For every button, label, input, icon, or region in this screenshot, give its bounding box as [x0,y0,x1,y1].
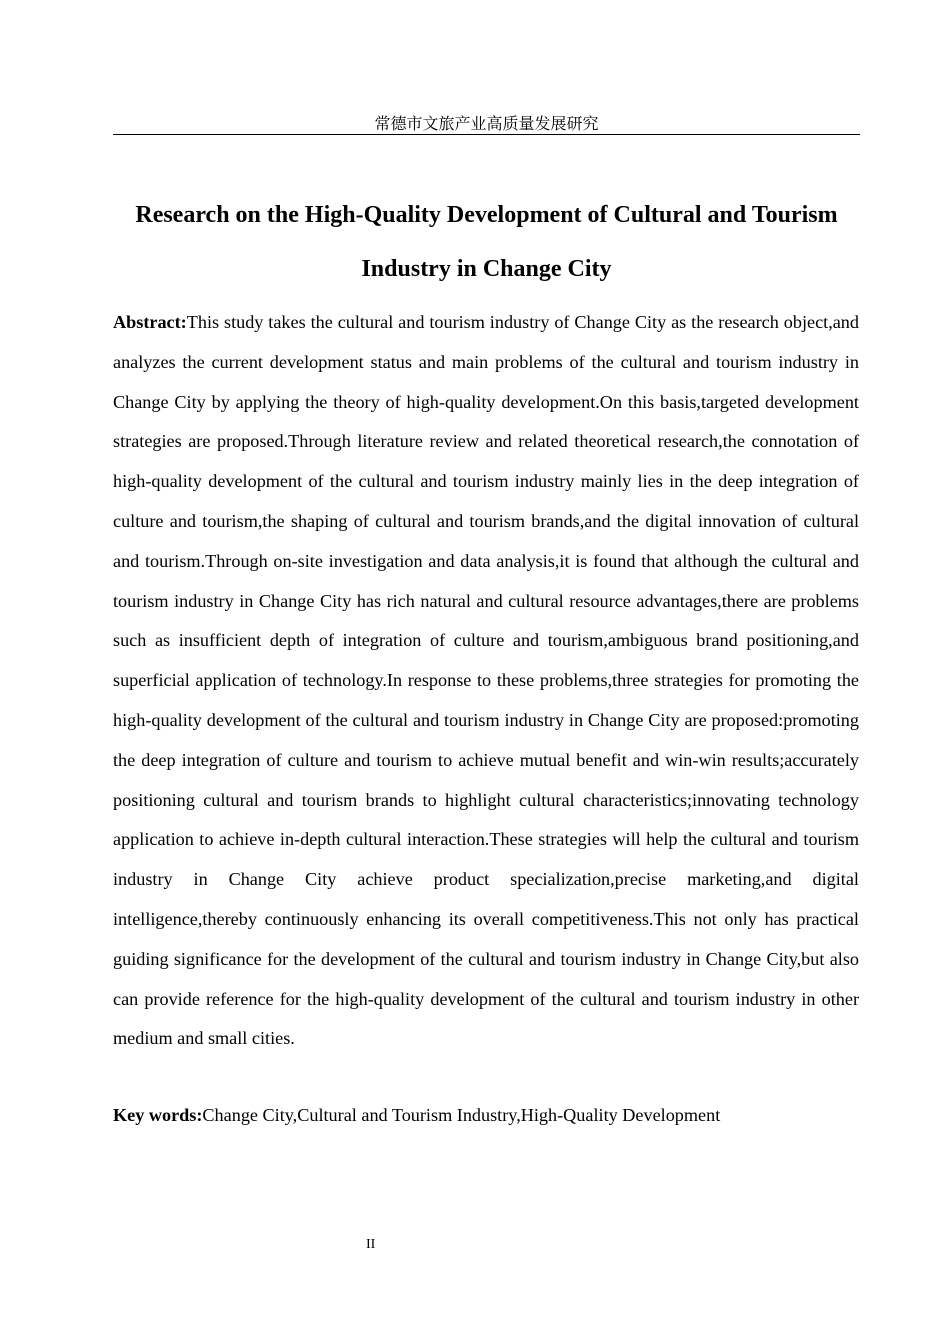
keywords-text: Change City,Cultural and Tourism Industry,High-Quality Development [202,1105,721,1125]
header-rule [113,134,860,135]
keywords-label: Key words: [113,1105,203,1125]
abstract-paragraph [113,303,859,1059]
paper-title: Research on the High-Quality Development of Cultural and Tourism Industry in Change City [135,202,838,282]
running-header: 常德市文旅产业高质量发展研究 [374,114,599,133]
abstract-text: This study takes the cultural and tourism industry of Change City as the research object,and analyzes the current development status and main problems of the cultural and tourism industry in Change City by applying the theory of high-quality development.On this basis,targeted development strategies are proposed.Through literature review and related theoretical research,the connotation of high-quality development of the cultural and tourism industry mainly lies in the deep integration of culture and tourism,the shaping of cultural and tourism brands,and the digital innovation of cultural and tourism.Through on-site investigation and data analysis,it is found that although the cultural and tourism industry in Change City has rich natural and cultural resource advantages,there are problems such as insufficient depth of integration of culture and tourism,ambiguous brand positioning,and superficial application of technology.In response to these problems,three strategies for promoting the high-quality development of the cultural and tourism industry in Change City are proposed:promoting the deep integration of culture and tourism to achieve mutual benefit and win-win results;accurately positioning cultural and tourism brands to highlight cultural characteristics;innovating technology application to achieve in-depth cultural interaction.These strategies will help the cultural and tourism industry in Change City achieve product specialization,precise marketing,and digital intelligence,thereby continuously enhancing its overall competitiveness.This not only has practical guiding significance for the development of the cultural and tourism industry in Change City,but also can provide reference for the high-quality development of the cultural and tourism industry in other medium and small cities. [113,312,859,1049]
page-number: II [366,1237,376,1252]
keywords-line [113,1102,859,1128]
abstract-label: Abstract: [113,312,187,332]
